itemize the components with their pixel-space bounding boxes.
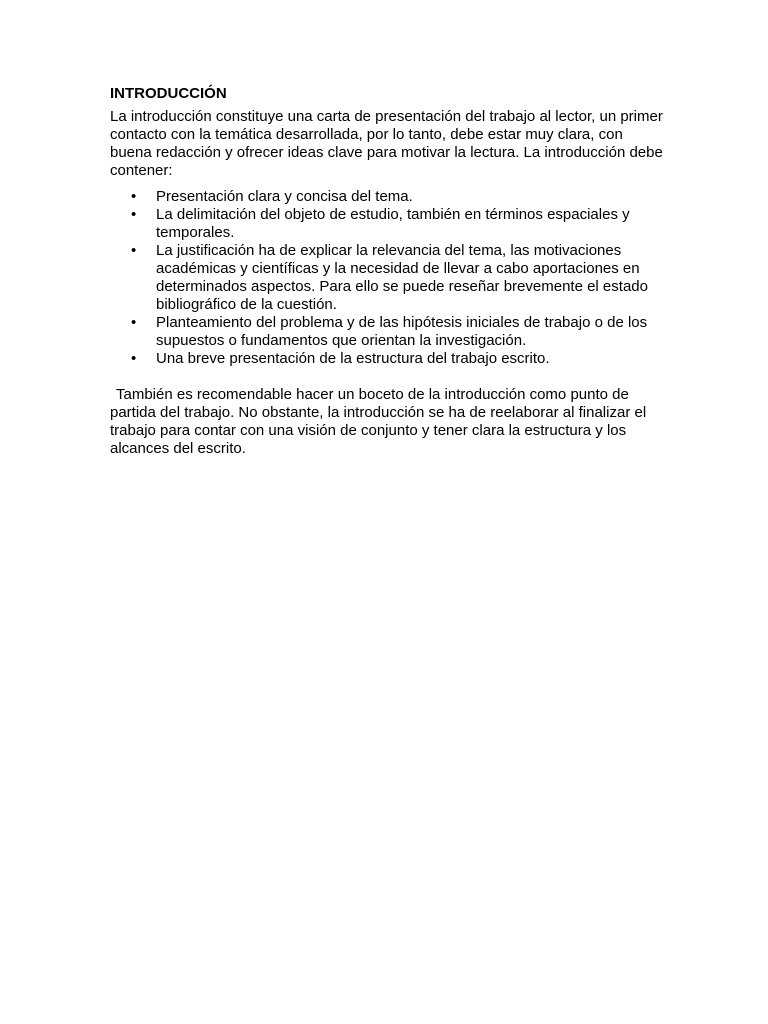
bullet-icon: •: [131, 242, 137, 259]
list-item-text: Una breve presentación de la estructura del trabajo escrito.: [156, 350, 550, 367]
bullet-icon: •: [131, 206, 137, 223]
list-item: [110, 242, 665, 314]
bullet-icon: •: [131, 314, 137, 331]
list-item: [110, 314, 665, 350]
list-item-text: La delimitación del objeto de estudio, también en términos espaciales y temporales.: [156, 206, 630, 241]
list-item-text: La justificación ha de explicar la relevancia del tema, las motivaciones académicas y científicas y la necesidad de llevar a cabo aportaciones en determinados aspectos. Para ello se puede reseñar brevemente el estado bibliográfico de la cuestión.: [156, 242, 648, 313]
bullet-icon: •: [131, 188, 137, 205]
document-page: [110, 84, 665, 458]
list-item-text: Presentación clara y concisa del tema.: [156, 188, 413, 205]
intro-paragraph: La introducción constituye una carta de presentación del trabajo al lector, un primer contacto con la temática desarrollada, por lo tanto, debe estar muy clara, con buena redacción y ofrecer ideas clave para motivar la lectura. La introducción debe contener:: [110, 108, 663, 179]
bullet-icon: •: [131, 350, 137, 367]
list-item: [110, 206, 665, 242]
document-title: INTRODUCCIÓN: [110, 85, 227, 102]
requirements-list: [110, 188, 665, 368]
list-item: [110, 188, 665, 206]
list-item-text: Planteamiento del problema y de las hipótesis iniciales de trabajo o de los supuestos o fundamentos que orientan la investigación.: [156, 314, 648, 349]
closing-paragraph: También es recomendable hacer un boceto de la introducción como punto de partida del trabajo. No obstante, la introducción se ha de reelaborar al finalizar el trabajo para contar con una visión de conjunto y tener clara la estructura y los alcances del escrito.: [110, 386, 647, 457]
list-item: [110, 350, 665, 368]
